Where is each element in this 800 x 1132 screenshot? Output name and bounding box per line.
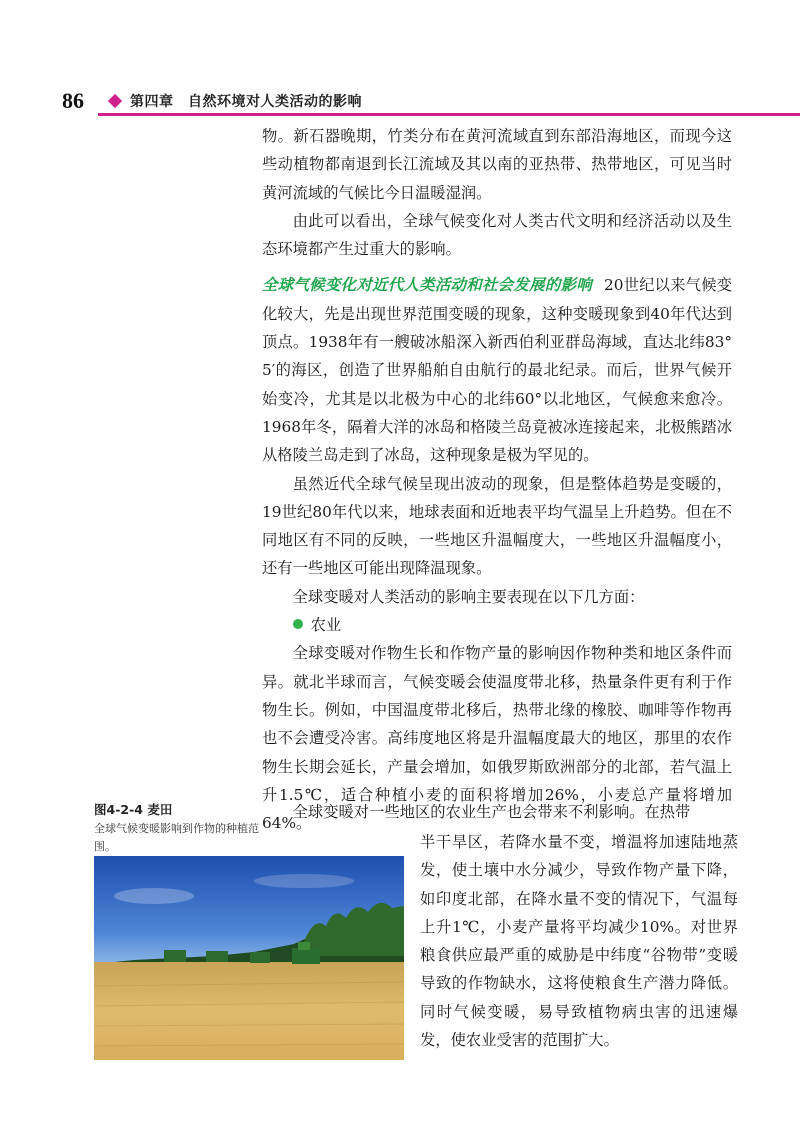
figure-caption (94, 800, 264, 856)
paragraph: 由此可以看出，全球气候变化对人类古代文明和经济活动以及生态环境都产生过重大的影响。 (262, 211, 732, 259)
bullet-dot-icon (293, 619, 303, 629)
bullet-label: 农业 (310, 616, 342, 635)
page-header (0, 88, 800, 116)
main-text (262, 122, 732, 837)
section-paragraph (262, 271, 732, 469)
chapter-title: 第四章 自然环境对人类活动的影响 (130, 94, 362, 110)
paragraph: 物。新石器晚期，竹类分布在黄河流域直到东部沿海地区，而现今这些动植物都南退到长江流域及其以南的亚热带、热带地区，可见当时黄河流域的气候比今日温暖湿润。 (262, 127, 732, 202)
section-title: 全球气候变化对近代人类活动和社会发展的影响 (262, 276, 592, 295)
diamond-icon (108, 94, 122, 108)
paragraph-first-line: 全球变暖对一些地区的农业生产也会带来不利影响。在热带 (292, 803, 691, 821)
page-number: 86 (62, 88, 84, 113)
figure-title: 图4-2-4 麦田 (94, 802, 173, 817)
paragraph-continued: 半干旱区，若降水量不变，增温将加速陆地蒸发，使土壤中水分减少，导致作物产量下降，如印度北部，在降水量不变的情况下，气温每上升1℃，小麦产量将平均减少10%。对世界粮食供应最严重的威胁是中纬度“谷物带”变暖导致的作物缺水，这将使粮食生产潜力降低。同时气候变暖，易导致植物病虫害的迅速爆发，使农业受害的范围扩大。 (420, 833, 738, 1050)
figure-description: 全球气候变暖影响到作物的种植范围。 (94, 822, 259, 853)
section-text: 20世纪以来气候变化较大，先是出现世界范围变暖的现象，这种变暖现象到40年代达到顶点。1938年有一艘破冰船深入新西伯利亚群岛海域，直达北纬83° 5′的海区，创造了世界船舶自由航行的最北纪录。而后，世界气候开始变冷，尤其是以北极为中心的北纬60°以北地区，气候愈来愈冷。1968年冬，隔着大洋的冰岛和格陵兰岛竟被冰连接起来，北极熊踏冰从格陵兰岛走到了冰岛，这种现象是极为罕见的。 (262, 276, 732, 465)
header-rule (98, 113, 800, 116)
bullet-item (262, 611, 732, 639)
wheat-field-photo (94, 856, 404, 1060)
paragraph: 全球变暖对人类活动的影响主要表现在以下几方面： (292, 587, 645, 606)
paragraph: 虽然近代全球气候呈现出波动的现象，但是整体趋势是变暖的，19世纪80年代以来，地球表面和近地表平均气温呈上升趋势。但在不同地区有不同的反映，一些地区升温幅度大，一些地区升温幅度小，还有一些地区可能出现降温现象。 (262, 474, 732, 578)
paragraph: 全球变暖对作物生长和作物产量的影响因作物种类和地区条件而异。就北半球而言，气候变暖会使温度带北移，热量条件更有利于作物生长。例如，中国温度带北移后，热带北缘的橡胶、咖啡等作物再也不会遭受冷害。高纬度地区将是升温幅度最大的地区，那里的农作物生长期会延长，产量会增加，如俄罗斯欧洲部分的北部，若气温上升1.5℃，适合种植小麦的面积将增加26%，小麦总产量将增加64%。 (262, 644, 732, 833)
